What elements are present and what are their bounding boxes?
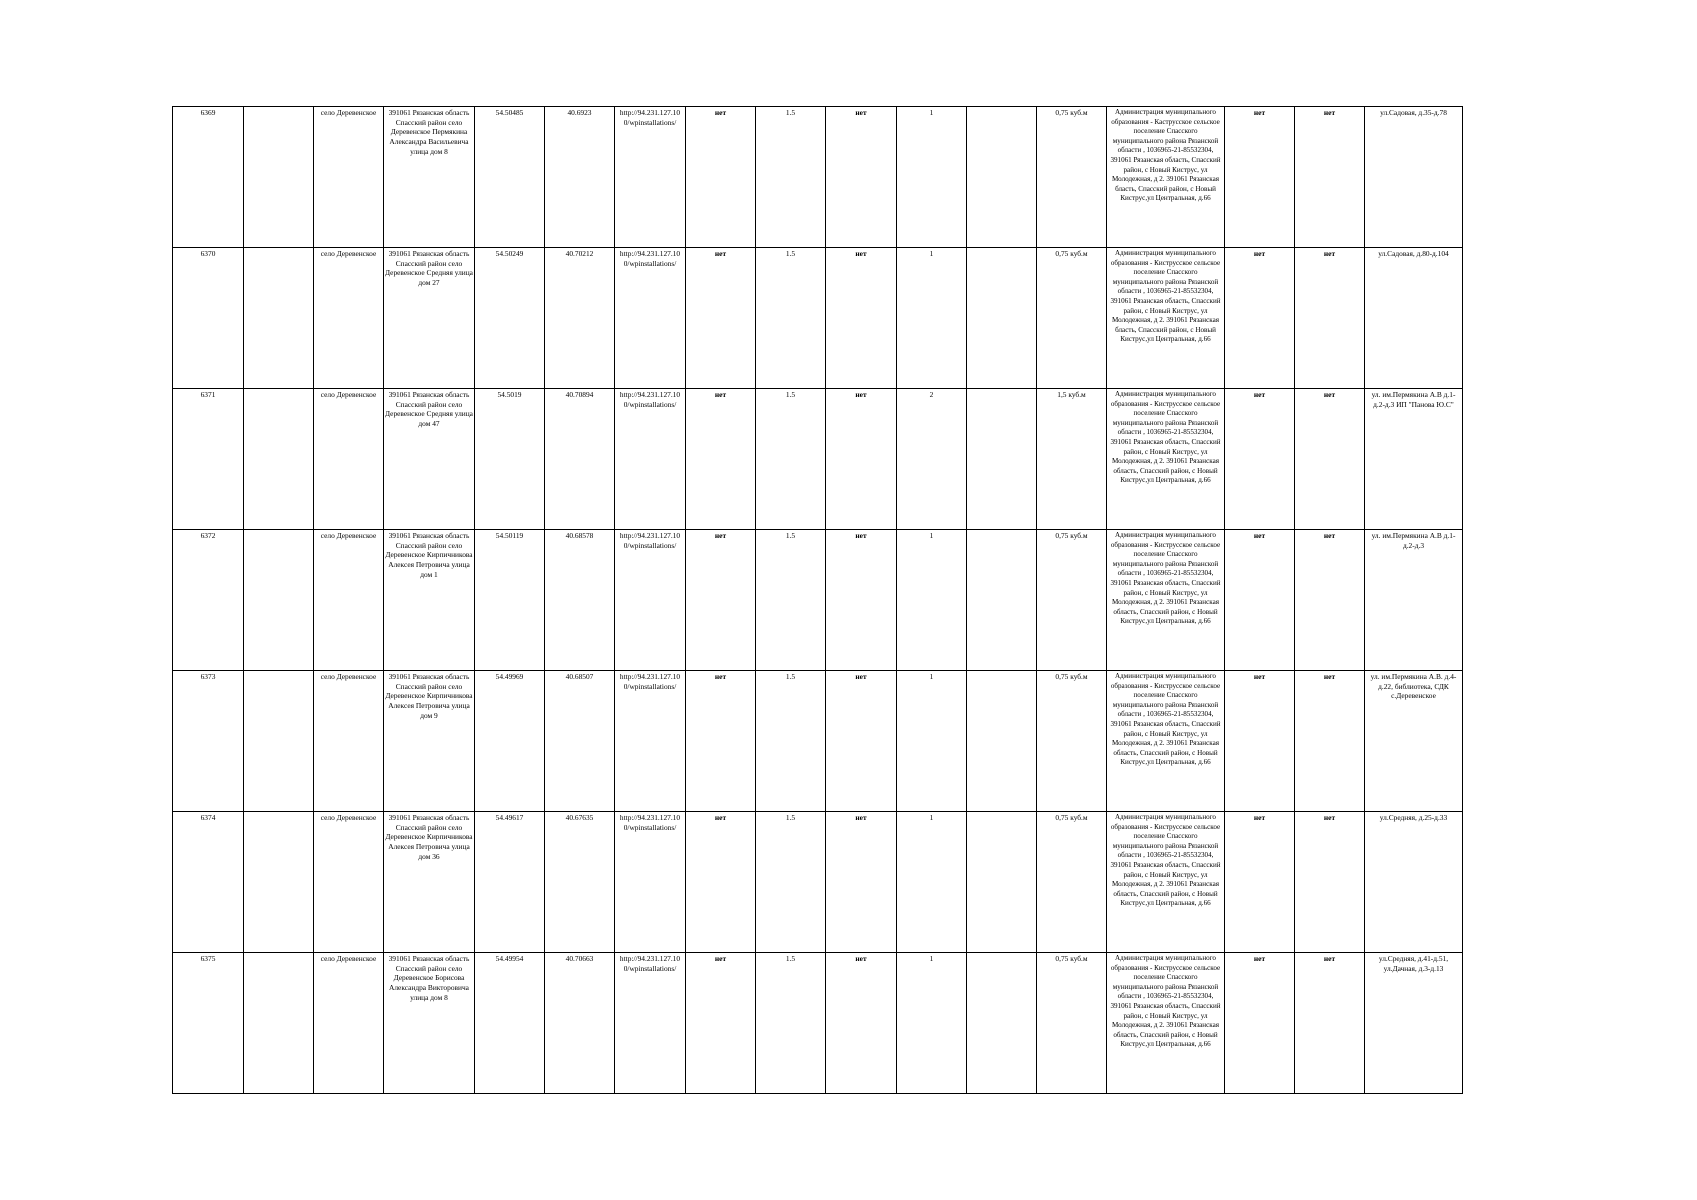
cell-flag: нет [1295, 107, 1365, 248]
cell-owner: Администрация муниципального образования - Киструсское сельское поселение Спасского муниципального района Рязанской области , 1036965-21-85532304, 391061 Рязанская область, Спасский район, с Новый Киструс, ул Молодежная, д 2. 391061 Рязанская область, Спасский район, с Новый Киструс,ул Центральная, д.66 [1107, 530, 1225, 671]
table-row [173, 248, 1463, 389]
cell-count: 1 [897, 530, 967, 671]
cell-settlement: село Деревенское [314, 107, 384, 248]
cell-blank [244, 530, 314, 671]
cell-id: 6375 [173, 953, 244, 1094]
cell-volume: 0,75 куб.м [1037, 812, 1107, 953]
cell-settlement: село Деревенское [314, 530, 384, 671]
cell-area: 1.5 [756, 248, 826, 389]
cell-cover: нет [686, 953, 756, 1094]
cell-owner: Администрация муниципального образования - Каструсское сельское поселение Спасского муниципального района Рязанской области , 1036965-21-85532304, 391061 Рязанская область, Спасский район, с Новый Киструс, ул Молодежная, д 2. 391061 Рязанская бласть, Спасский район, с Новый Киструс,ул Центральная, д.66 [1107, 107, 1225, 248]
cell-longitude: 40.70212 [545, 248, 615, 389]
cell-fence: нет [826, 389, 897, 530]
cell-address: 391061 Рязанская область Спасский район село Деревенское Средняя улица дом 27 [384, 248, 475, 389]
cell-address: 391061 Рязанская область Спасский район село Деревенское Средняя улица дом 47 [384, 389, 475, 530]
cell-volume: 0,75 куб.м [1037, 248, 1107, 389]
cell-flag: нет [1225, 107, 1295, 248]
cell-link: http://94.231.127.10 0/wpinstallations/ [615, 389, 686, 530]
cell-blank [244, 107, 314, 248]
cell-address: 391061 Рязанская область Спасский район село Деревенское Кирпичникова Алексея Петровича улица дом 1 [384, 530, 475, 671]
cell-area: 1.5 [756, 107, 826, 248]
cell-sources: ул. им.Пермякина А.В д.1-д.2-д.3 ИП "Панова Ю.С" [1365, 389, 1463, 530]
cell-longitude: 40.70663 [545, 953, 615, 1094]
cell-link: http://94.231.127.10 0/wpinstallations/ [615, 248, 686, 389]
cell-latitude: 54.50485 [475, 107, 545, 248]
cell-latitude: 54.50249 [475, 248, 545, 389]
cell-sources: ул. им.Пермякина А.В. д.4-д.22, библиотека, СДК с.Деревенское [1365, 671, 1463, 812]
cell-settlement: село Деревенское [314, 389, 384, 530]
cell-owner: Администрация муниципального образования - Киструсское сельское поселение Спасского муниципального района Рязанской области , 1036965-21-85532304, 391061 Рязанская область, Спасский район, с Новый Киструс, ул Молодежная, д 2. 391061 Рязанская область, Спасский район, с Новый Киструс,ул Центральная, д.66 [1107, 671, 1225, 812]
cell-id: 6373 [173, 671, 244, 812]
cell-blank [967, 953, 1037, 1094]
cell-owner: Администрация муниципального образования - Киструсское сельское поселение Спасского муниципального района Рязанской области , 1036965-21-85532304, 391061 Рязанская область, Спасский район, с Новый Киструс, ул Молодежная, д 2. 391061 Рязанская область, Спасский район, с Новый Киструс,ул Центральная, д.66 [1107, 953, 1225, 1094]
cell-blank [244, 812, 314, 953]
cell-volume: 0,75 куб.м [1037, 107, 1107, 248]
cell-address: 391061 Рязанская область Спасский район село Деревенское Пермякина Александра Васильевича улица дом 8 [384, 107, 475, 248]
cell-fence: нет [826, 107, 897, 248]
cell-settlement: село Деревенское [314, 953, 384, 1094]
cell-area: 1.5 [756, 671, 826, 812]
cell-owner: Администрация муниципального образования - Киструсское сельское поселение Спасского муниципального района Рязанской области , 1036965-21-85532304, 391061 Рязанская область, Спасский район, с Новый Киструс, ул Молодежная, д 2. 391061 Рязанская область, Спасский район, с Новый Киструс,ул Центральная, д.66 [1107, 812, 1225, 953]
cell-volume: 0,75 куб.м [1037, 671, 1107, 812]
cell-latitude: 54.50119 [475, 530, 545, 671]
cell-blank [244, 671, 314, 812]
cell-longitude: 40.68578 [545, 530, 615, 671]
cell-flag: нет [1225, 812, 1295, 953]
cell-blank [967, 248, 1037, 389]
cell-settlement: село Деревенское [314, 671, 384, 812]
cell-flag: нет [1295, 248, 1365, 389]
cell-area: 1.5 [756, 812, 826, 953]
cell-longitude: 40.70894 [545, 389, 615, 530]
cell-flag: нет [1295, 530, 1365, 671]
cell-owner: Администрация муниципального образования - Киструсское сельское поселение Спасского муниципального района Рязанской области , 1036965-21-85532304, 391061 Рязанская область, Спасский район, с Новый Киструс, ул Молодежная, д 2. 391061 Рязанская бласть, Спасский район, с Новый Киструс,ул Центральная, д.66 [1107, 248, 1225, 389]
cell-flag: нет [1225, 389, 1295, 530]
cell-owner: Администрация муниципального образования - Киструсское сельское поселение Спасского муниципального района Рязанской области , 1036965-21-85532304, 391061 Рязанская область, Спасский район, с Новый Киструс, ул Молодежная, д 2. 391061 Рязанская область, Спасский район, с Новый Киструс,ул Центральная, д.66 [1107, 389, 1225, 530]
cell-count: 1 [897, 812, 967, 953]
cell-cover: нет [686, 812, 756, 953]
cell-latitude: 54.49954 [475, 953, 545, 1094]
cell-cover: нет [686, 530, 756, 671]
table-row [173, 671, 1463, 812]
cell-blank [967, 530, 1037, 671]
cell-flag: нет [1295, 812, 1365, 953]
cell-id: 6370 [173, 248, 244, 389]
cell-latitude: 54.49969 [475, 671, 545, 812]
cell-address: 391061 Рязанская область Спасский район село Деревенское Кирпичникова Алексея Петровича улица дом 36 [384, 812, 475, 953]
cell-sources: ул.Садовая, д.80-д.104 [1365, 248, 1463, 389]
cell-blank [967, 812, 1037, 953]
cell-id: 6372 [173, 530, 244, 671]
cell-longitude: 40.68507 [545, 671, 615, 812]
cell-link: http://94.231.127.10 0/wpinstallations/ [615, 953, 686, 1094]
cell-count: 2 [897, 389, 967, 530]
cell-fence: нет [826, 953, 897, 1094]
cell-blank [967, 671, 1037, 812]
cell-blank [244, 953, 314, 1094]
cell-sources: ул.Садовая, д.35-д.78 [1365, 107, 1463, 248]
cell-fence: нет [826, 812, 897, 953]
table-row [173, 953, 1463, 1094]
cell-blank [967, 107, 1037, 248]
cell-sources: ул.Средняя, д.25-д.33 [1365, 812, 1463, 953]
cell-link: http://94.231.127.10 0/wpinstallations/ [615, 530, 686, 671]
table-row [173, 812, 1463, 953]
cell-area: 1.5 [756, 389, 826, 530]
cell-cover: нет [686, 107, 756, 248]
cell-blank [244, 389, 314, 530]
cell-latitude: 54.49617 [475, 812, 545, 953]
cell-area: 1.5 [756, 953, 826, 1094]
cell-id: 6369 [173, 107, 244, 248]
cell-volume: 1,5 куб.м [1037, 389, 1107, 530]
cell-longitude: 40.6923 [545, 107, 615, 248]
cell-address: 391061 Рязанская область Спасский район село Деревенское Кирпичникова Алексея Петровича улица дом 9 [384, 671, 475, 812]
cell-cover: нет [686, 389, 756, 530]
cell-address: 391061 Рязанская область Спасский район село Деревенское Борисова Александра Викторовича улица дом 8 [384, 953, 475, 1094]
cell-flag: нет [1225, 530, 1295, 671]
cell-latitude: 54.5019 [475, 389, 545, 530]
cell-fence: нет [826, 248, 897, 389]
cell-cover: нет [686, 671, 756, 812]
cell-flag: нет [1295, 389, 1365, 530]
cell-sources: ул. им.Пермякина А.В д.1-д.2-д.3 [1365, 530, 1463, 671]
cell-fence: нет [826, 671, 897, 812]
cell-flag: нет [1225, 953, 1295, 1094]
cell-flag: нет [1295, 671, 1365, 812]
cell-area: 1.5 [756, 530, 826, 671]
cell-blank [967, 389, 1037, 530]
cell-sources: ул.Средняя, д.41-д.51, ул.Дачная, д.3-д.13 [1365, 953, 1463, 1094]
cell-count: 1 [897, 248, 967, 389]
cell-settlement: село Деревенское [314, 248, 384, 389]
registry-table [172, 106, 1463, 1094]
cell-link: http://94.231.127.10 0/wpinstallations/ [615, 671, 686, 812]
cell-id: 6371 [173, 389, 244, 530]
cell-fence: нет [826, 530, 897, 671]
cell-longitude: 40.67635 [545, 812, 615, 953]
table-row [173, 389, 1463, 530]
table-row [173, 107, 1463, 248]
cell-link: http://94.231.127.10 0/wpinstallations/ [615, 812, 686, 953]
cell-flag: нет [1225, 671, 1295, 812]
cell-cover: нет [686, 248, 756, 389]
cell-count: 1 [897, 107, 967, 248]
cell-count: 1 [897, 953, 967, 1094]
cell-volume: 0,75 куб.м [1037, 530, 1107, 671]
cell-id: 6374 [173, 812, 244, 953]
cell-link: http://94.231.127.10 0/wpinstallations/ [615, 107, 686, 248]
cell-blank [244, 248, 314, 389]
cell-settlement: село Деревенское [314, 812, 384, 953]
table-row [173, 530, 1463, 671]
cell-count: 1 [897, 671, 967, 812]
cell-flag: нет [1225, 248, 1295, 389]
cell-flag: нет [1295, 953, 1365, 1094]
cell-volume: 0,75 куб.м [1037, 953, 1107, 1094]
